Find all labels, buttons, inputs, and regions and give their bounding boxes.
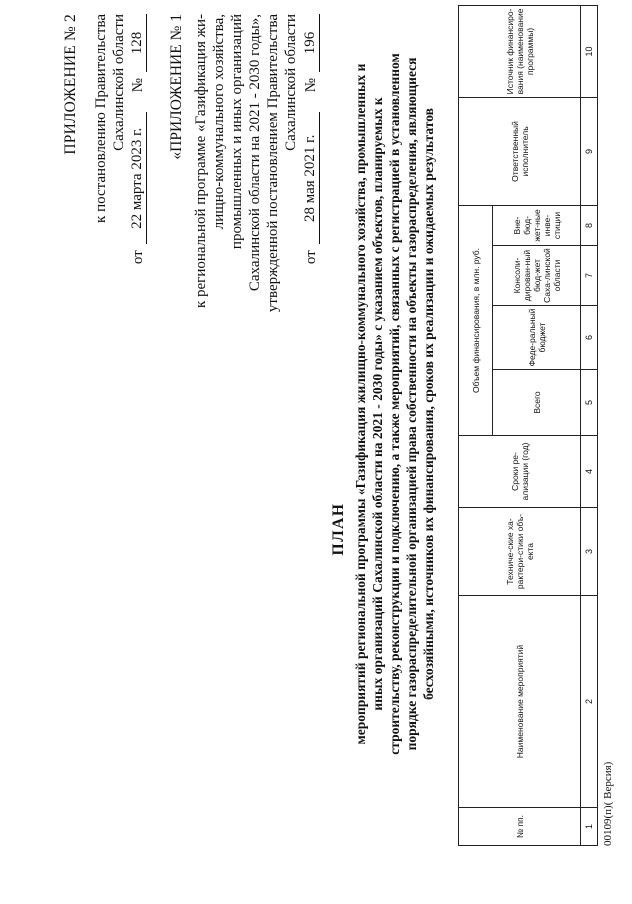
appendix-1-date: 28 мая 2021 г. [303,112,320,244]
column-number: 4 [581,436,598,508]
column-number: 9 [581,97,598,205]
appendix-2-number: 128 [130,14,147,72]
header-terms: Сроки ре-ализации (год) [459,436,581,508]
header-tech: Техниче-ские ха-рактери-стики объ-екта [459,508,581,596]
document-footer: 00109(п)( Версия) [602,761,614,846]
appendix-1-from-label: от [303,250,319,265]
appendix-1-number-label: № [303,78,319,93]
plan-table [458,5,598,846]
appendix-1-line-5: утвержденной постановлением Правительства [265,14,281,313]
header-name: Наименование мероприятий [459,596,581,808]
header-num: № пп. [459,808,581,846]
appendix-1-line-3: промышленных и иных организаций [229,14,245,250]
appendix-1-number: 196 [303,14,320,72]
appendix-2-number-label: № [130,78,146,93]
header-executor: Ответственный исполнитель [459,97,581,205]
appendix-2-block [62,14,147,314]
column-number: 1 [581,808,598,846]
column-number: 10 [581,5,598,97]
header-total: Всего [493,370,581,436]
plan-description: мероприятий региональной программы «Газификация жилищно-коммунального хозяйства, промышленных и иных организаций Сахалинской области на 2021 - 2030 годы» с указанием объектов, планируемых к строительству, реконструкции и подключению, а также мероприятий, связанных с регистрацией в установленном порядке газораспределительной организацией права собственности на объекты газораспределения, являющиеся бесхозяйными, источников их финансирования, сроков их реализации и ожидаемых результатов [353,53,436,755]
appendix-2-line-2: Сахалинской области [111,14,127,151]
appendix-2-title: ПРИЛОЖЕНИЕ № 2 [62,14,79,155]
column-number: 6 [581,306,598,370]
column-number: 2 [581,596,598,808]
appendix-1-line-4: Сахалинской области на 2021 - 2030 годы», [247,14,263,292]
appendix-1-line-1: к региональной программе «Газификация жи- [193,14,209,309]
header-consolidated: Консоли-дирован-ный бюд-жет Саха-линской области [493,246,581,306]
column-number: 7 [581,246,598,306]
appendix-2-line-1: к постановлению Правительства [93,14,109,223]
column-number: 8 [581,205,598,245]
appendix-1-title: «ПРИЛОЖЕНИЕ № 1 [168,14,185,160]
header-extra: Вне-бюд-жет-ные инве-стиции [493,205,581,245]
appendix-1-line-2: лищно-коммунального хозяйства, [211,14,227,230]
appendix-1-date-row [302,14,320,324]
appendix-2-date: 22 марта 2023 г. [130,112,147,244]
column-number: 5 [581,370,598,436]
header-finance-group: Объем финансирования, в млн. руб. [459,205,493,435]
appendix-1-line-6: Сахалинской области [283,14,299,151]
column-number: 3 [581,508,598,596]
header-federal: Феде-ральный бюджет [493,306,581,370]
appendix-2-date-row [129,14,147,314]
appendix-2-from-label: от [130,250,146,265]
header-source: Источник финансиро-вания (наименование программы) [459,5,581,97]
column-number-row [581,5,598,845]
plan-title: ПЛАН [330,502,347,556]
appendix-1-block [168,14,320,324]
